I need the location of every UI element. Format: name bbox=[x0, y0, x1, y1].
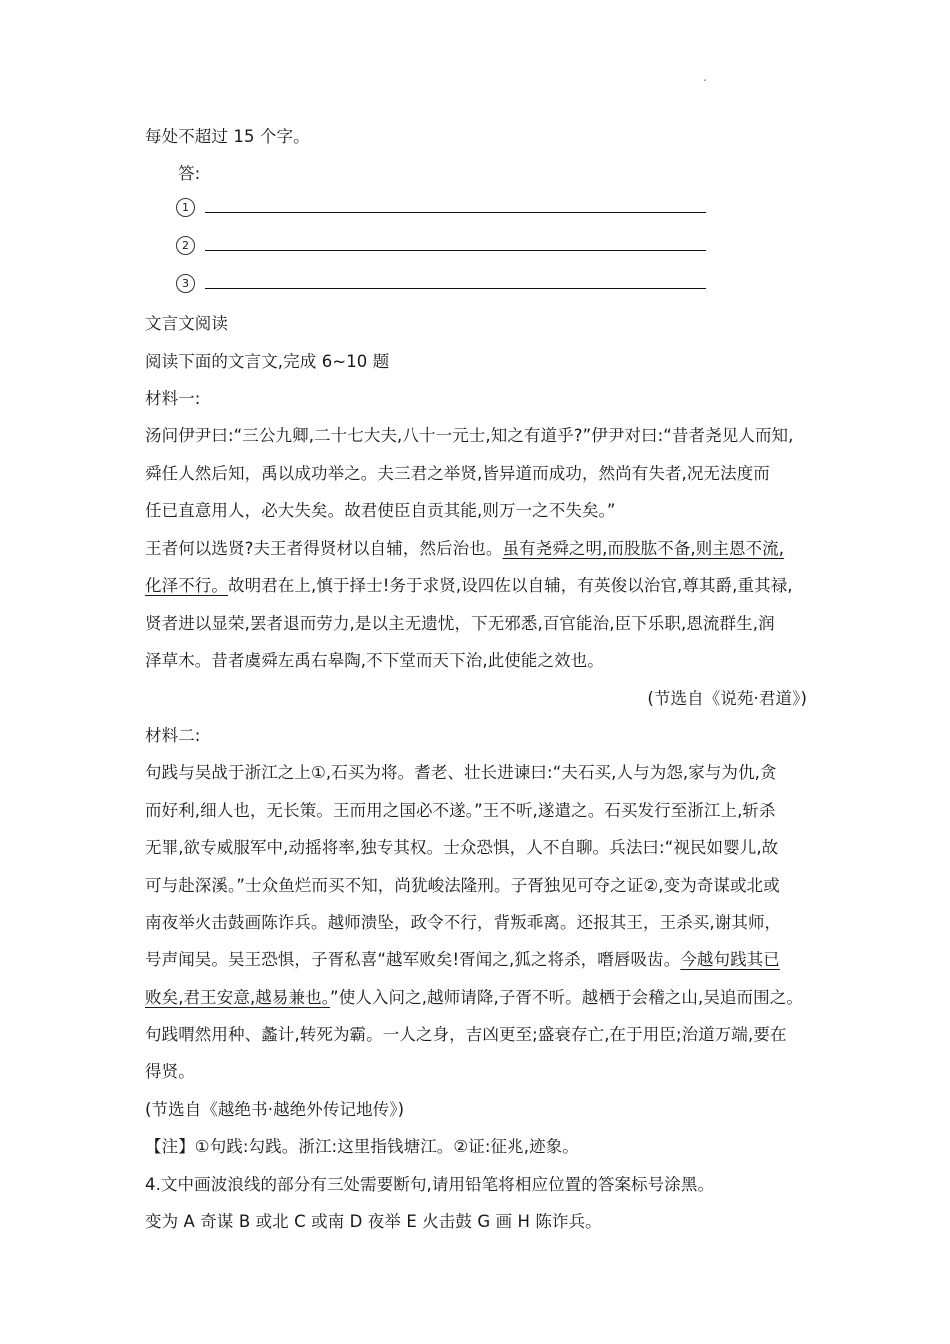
circled-number-1: 1 bbox=[176, 198, 195, 217]
passage-text: ”使人入问之,越师请降,子胥不听。越栖于会稽之山,吴追而围之。 bbox=[330, 988, 803, 1007]
passage-line: 任已直意用人，必大失矣。故君使臣自贡其能,则万一之不失矣。” bbox=[145, 501, 616, 520]
answer-blank-2[interactable] bbox=[176, 236, 706, 255]
passage-line bbox=[145, 572, 825, 596]
passage-line: 而好利,细人也，无长策。王而用之国必不遂。”王不听,遂遣之。石买发行至浙江上,斩杀 bbox=[145, 801, 776, 820]
passage-line bbox=[145, 984, 825, 1008]
answer-label: 答: bbox=[178, 164, 201, 183]
passage-line: 汤问伊尹曰:“三公九卿,二十七大夫,八十一元士,知之有道乎?”伊尹对曰:“昔者尧见人而知, bbox=[145, 426, 794, 445]
underlined-sentence: 今越句践其已 bbox=[680, 950, 780, 969]
answer-blank-3[interactable] bbox=[176, 274, 706, 293]
passage-line: 得贤。 bbox=[145, 1062, 195, 1081]
annotation-note: 【注】①句践:勾践。浙江:这里指钱塘江。②证:征兆,迹象。 bbox=[145, 1137, 579, 1156]
instruction-text: 每处不超过 15 个字。 bbox=[145, 127, 310, 146]
passage-line: 南夜举火击鼓画陈诈兵。越师溃坠，政令不行，背叛乖离。还报其王，王杀买,谢其师， bbox=[145, 913, 782, 932]
answer-line[interactable] bbox=[205, 278, 706, 289]
section-title: 文言文阅读 bbox=[145, 314, 228, 333]
source-citation: (节选自《越绝书·越绝外传记地传》) bbox=[145, 1100, 405, 1119]
question-4: 4.文中画波浪线的部分有三处需要断句,请用铅笔将相应位置的答案标号涂黑。 bbox=[145, 1175, 715, 1194]
answer-line[interactable] bbox=[205, 240, 706, 251]
circled-number-3: 3 bbox=[176, 274, 195, 293]
underlined-sentence: 化泽不行。 bbox=[145, 576, 228, 595]
passage-line: 无罪,欲专威服军中,动摇将率,独专其权。士众恐惧，人不自聊。兵法曰:“视民如婴儿,故 bbox=[145, 838, 779, 857]
answer-blank-1[interactable] bbox=[176, 198, 706, 217]
circled-number-2: 2 bbox=[176, 236, 195, 255]
passage-line bbox=[145, 946, 825, 970]
question-4-options: 变为 A 奇谋 B 或北 C 或南 D 夜举 E 火击鼓 G 画 H 陈诈兵。 bbox=[145, 1212, 602, 1231]
passage-text: 王者何以选贤?夫王者得贤材以自辅，然后治也。 bbox=[145, 539, 503, 558]
passage-line: 舜任人然后知，禹以成功举之。夫三君之举贤,皆异道而成功，然尚有失者,况无法度而 bbox=[145, 464, 770, 483]
passage-line: 句践喟然用种、蠡计,转死为霸。一人之身，吉凶更至;盛衰存亡,在于用臣;治道万端,要在 bbox=[145, 1025, 787, 1044]
material-two-label: 材料二: bbox=[145, 726, 201, 745]
answer-line[interactable] bbox=[205, 202, 706, 213]
passage-text: 号声闻吴。吴王恐惧，子胥私喜“越军败矣!胥闻之,狐之将杀，噆唇吸齿。 bbox=[145, 950, 681, 969]
underlined-sentence: 虽有尧舜之明,而股肱不备,则主恩不流, bbox=[502, 539, 785, 558]
reading-instruction: 阅读下面的文言文,完成 6~10 题 bbox=[145, 352, 390, 371]
passage-line: 泽草木。昔者虞舜左禹右皋陶,不下堂而天下治,此使能之效也。 bbox=[145, 651, 604, 670]
passage-line: 可与赴深溪。”士众鱼烂而买不知，尚犹峻法隆刑。子胥独见可夺之证②,变为奇谋或北或 bbox=[145, 876, 780, 895]
source-citation: (节选自《说苑·君道》) bbox=[647, 689, 807, 708]
passage-text: 故明君在上,慎于择士!务于求贤,设四佐以自辅，有英俊以治官,尊其爵,重其禄, bbox=[228, 576, 793, 595]
passage-line bbox=[145, 535, 825, 559]
underlined-sentence: 败矣,君王安意,越易兼也。 bbox=[145, 988, 331, 1007]
passage-line: 贤者进以显荣,罢者退而劳力,是以主无遗忧，下无邪悉,百官能治,臣下乐职,恩流群生,润 bbox=[145, 614, 775, 633]
header-dot: . bbox=[703, 70, 707, 84]
material-one-label: 材料一: bbox=[145, 389, 201, 408]
passage-line: 句践与吴战于浙江之上①,石买为将。耆老、壮长进谏曰:“夫石买,人与为怨,家与为仇,贪 bbox=[145, 763, 777, 782]
